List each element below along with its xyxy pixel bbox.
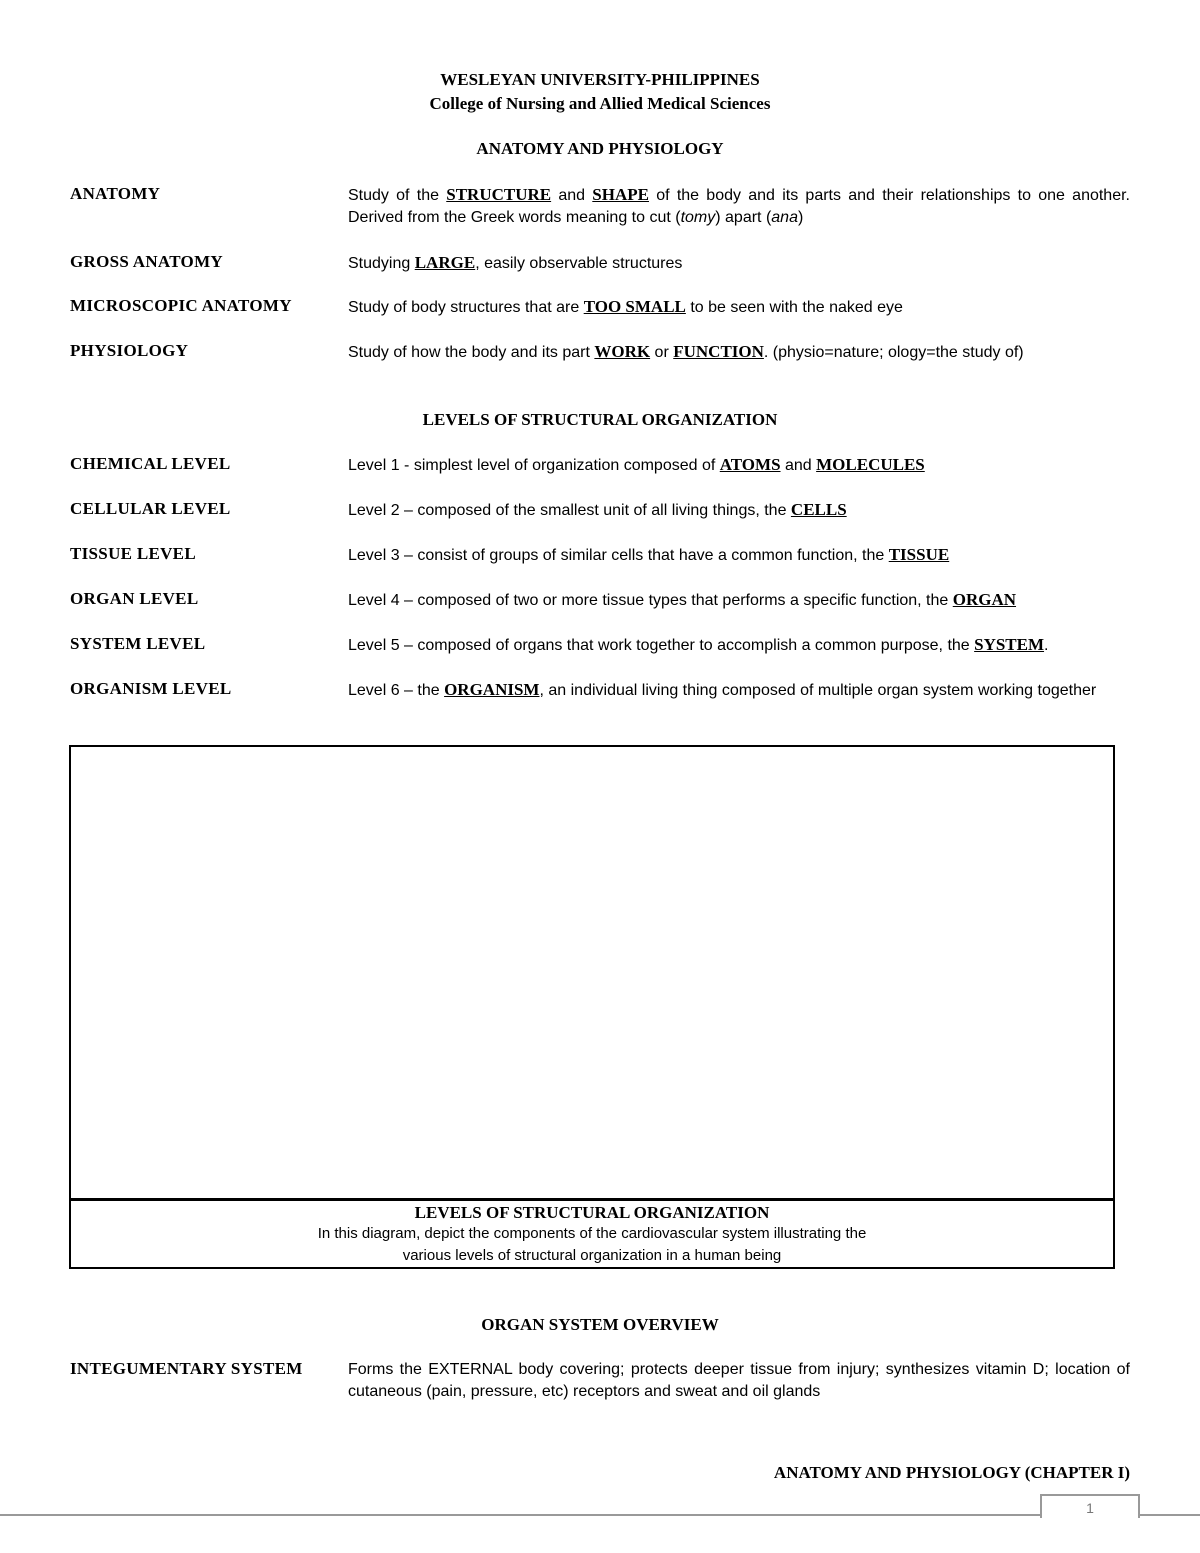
keyword: WORK xyxy=(594,342,651,361)
diagram-caption xyxy=(71,1198,1113,1270)
keyword: MOLECULES xyxy=(816,455,925,474)
keyword: SYSTEM xyxy=(974,635,1045,654)
keyword: TISSUE xyxy=(888,545,950,564)
keyword: FUNCTION xyxy=(673,342,764,361)
overview-section-title: ORGAN SYSTEM OVERVIEW xyxy=(481,1315,719,1334)
page-number: 1 xyxy=(1086,1500,1094,1516)
level-description: Level 3 – consist of groups of similar cells that have a common function, the TISSUE xyxy=(348,545,950,564)
keyword: TOO SMALL xyxy=(583,297,686,316)
diagram-caption-line: various levels of structural organization in a human being xyxy=(402,1247,782,1264)
level-label: CELLULAR LEVEL xyxy=(70,499,231,518)
level-label: ORGANISM LEVEL xyxy=(70,679,232,698)
term-label: MICROSCOPIC ANATOMY xyxy=(70,296,292,315)
level-description: Level 4 – composed of two or more tissue types that performs a specific function, the ORGAN xyxy=(348,590,1017,609)
diagram-caption-line: In this diagram, depict the components of the cardiovascular system illustrating the xyxy=(317,1225,867,1242)
levels-section-title: LEVELS OF STRUCTURAL ORGANIZATION xyxy=(422,410,778,429)
term-label: PHYSIOLOGY xyxy=(70,341,189,360)
level-description: Level 2 – composed of the smallest unit of all living things, the CELLS xyxy=(348,500,847,519)
footer-rule xyxy=(0,1514,1040,1516)
university-name: WESLEYAN UNIVERSITY-PHILIPPINES xyxy=(440,70,760,89)
subject-title: ANATOMY AND PHYSIOLOGY xyxy=(476,139,724,158)
keyword: SHAPE xyxy=(592,185,649,204)
keyword: ORGAN xyxy=(952,590,1017,609)
level-description: Level 1 - simplest level of organization composed of ATOMS and MOLECULES xyxy=(348,455,925,474)
term-definition: Study of the STRUCTURE and SHAPE of the body and its parts and their relationships to one another. Derived from the Greek words meaning to cut (tomy) apart (ana) xyxy=(348,185,1130,226)
level-label: CHEMICAL LEVEL xyxy=(70,454,231,473)
keyword: LARGE xyxy=(414,253,476,272)
system-description: Forms the EXTERNAL body covering; protects deeper tissue from injury; synthesizes vitamin D; location of cutaneous (pain, pressure, etc) receptors and sweat and oil glands xyxy=(348,1361,1130,1400)
keyword: ORGANISM xyxy=(444,680,540,699)
diagram-box xyxy=(69,745,1115,1269)
diagram-caption-title: LEVELS OF STRUCTURAL ORGANIZATION xyxy=(414,1203,770,1222)
diagram-drawing-area[interactable] xyxy=(71,747,1113,1197)
college-name: College of Nursing and Allied Medical Sciences xyxy=(429,94,771,113)
term-label: GROSS ANATOMY xyxy=(70,252,223,271)
keyword: STRUCTURE xyxy=(446,185,552,204)
term-definition: Study of body structures that are TOO SMALL to be seen with the naked eye xyxy=(348,297,903,316)
level-label: SYSTEM LEVEL xyxy=(70,634,206,653)
term-definition: Studying LARGE, easily observable structures xyxy=(348,253,683,272)
keyword: CELLS xyxy=(790,500,847,519)
footer-title: ANATOMY AND PHYSIOLOGY (CHAPTER I) xyxy=(773,1463,1130,1482)
term-definition: Study of how the body and its part WORK or FUNCTION. (physio=nature; ology=the study of) xyxy=(348,342,1024,361)
footer-rule xyxy=(1138,1514,1200,1516)
level-label: ORGAN LEVEL xyxy=(70,589,199,608)
level-label: TISSUE LEVEL xyxy=(70,544,196,563)
level-description: Level 6 – the ORGANISM, an individual living thing composed of multiple organ system working together xyxy=(348,680,1097,699)
level-description: Level 5 – composed of organs that work together to accomplish a common purpose, the SYSTEM. xyxy=(348,635,1049,654)
keyword: ATOMS xyxy=(719,455,781,474)
term-label: ANATOMY xyxy=(70,184,161,203)
system-label: INTEGUMENTARY SYSTEM xyxy=(70,1359,303,1378)
